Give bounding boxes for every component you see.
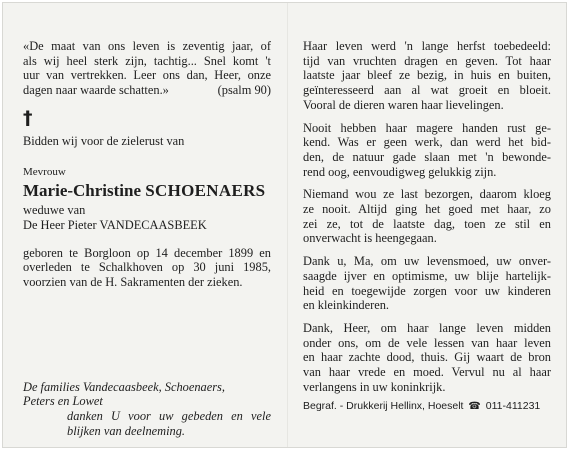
psalm-quote xyxy=(23,39,271,98)
telephone-icon: ☎ xyxy=(468,401,481,412)
fold-line xyxy=(287,3,288,447)
text-line: kend. Was er geen werk, dan werd het bid- xyxy=(303,135,551,150)
text-line: ze nooit. Altijd ging het goed met haar, zo xyxy=(303,202,551,217)
text-line: laatste jaar bleef ze bezig, in huis en buiten, xyxy=(303,68,551,83)
text-line: verlangens in uw koninkrijk. xyxy=(303,379,446,394)
first-names: Marie-Christine xyxy=(23,181,142,201)
memorial-card xyxy=(2,2,567,448)
text-line: Nooit hebben haar magere handen rust ge- xyxy=(303,120,551,135)
paragraph-thanks-ma xyxy=(303,254,551,313)
text-line: heid en toegewijde zorgen voor uw kinderen xyxy=(303,283,551,298)
text-line: saagde ijver en optimisme, uw blije hartelijk- xyxy=(303,268,551,283)
family-thanks xyxy=(23,380,271,439)
paragraph-life xyxy=(303,39,551,113)
bio-line: overleden te Schalkhoven op 30 juni 1985, xyxy=(23,260,271,275)
bio-line: geboren te Borgloon op 14 december 1899 en xyxy=(23,245,271,260)
quote-line: uur van vertrekken. Leer ons dan, Heer, onze xyxy=(23,68,271,83)
text-line: en haar zachte dood, thuis. Gij waart de bron xyxy=(303,350,551,365)
printer-phone: 011-411231 xyxy=(485,400,541,412)
deceased-name xyxy=(23,181,271,201)
text-line: geïnteresseerd aan al wat groeit en bloeit. xyxy=(303,83,551,98)
text-line: onder ons, om de vele lessen van haar leven xyxy=(303,335,551,350)
quote-line: als wij heel sterk zijn, tachtig... Snel komt 't xyxy=(23,53,271,68)
text-line: Haar leven werd 'n lange herfst toebedeeld: xyxy=(303,39,551,53)
text-line: en kleinkinderen. xyxy=(303,298,390,313)
text-line: rend oog, eenvoudigweg gelukkig zijn. xyxy=(303,164,497,179)
prayer-intro: Bidden wij voor de zielerust van xyxy=(23,133,185,148)
salutation: Mevrouw xyxy=(23,165,66,178)
husband-surname: VANDECAASBEEK xyxy=(99,217,207,232)
bio-line: voorzien van de H. Sakramenten der zieken. xyxy=(23,275,243,290)
printer-name: Begraf. - Drukkerij Hellinx, Hoeselt xyxy=(303,400,464,412)
families-line: De families Vandecaasbeek, Schoenaers, xyxy=(23,379,225,394)
widow-of: weduwe van xyxy=(23,203,86,218)
husband-name xyxy=(23,218,271,233)
psalm-reference: (psalm 90) xyxy=(217,83,271,98)
left-page xyxy=(23,39,271,439)
surname: SCHOENAERS xyxy=(145,181,266,201)
text-line: den, de natuur gade slaan met 'n bewonde- xyxy=(303,149,551,164)
biography xyxy=(23,246,271,290)
text-line: tijd van vruchten dragen en geven. Tot haar xyxy=(303,53,551,68)
quote-line: dagen naar waarde schatten.» xyxy=(23,83,169,98)
paragraph-hands xyxy=(303,121,551,180)
thanks-line: danken U voor uw gebeden en vele xyxy=(67,409,271,424)
paragraph-thanks-lord xyxy=(303,321,551,395)
text-line: Dank u, Ma, om uw levensmoed, uw onver- xyxy=(303,254,551,269)
families-line: Peters en Lowet xyxy=(23,394,103,409)
paragraph-nobody xyxy=(303,187,551,246)
text-line: van haar vrede en moed. Vervul nu al haar xyxy=(303,365,551,380)
text-line: onverwacht is heengegaan. xyxy=(303,231,437,246)
text-line: Dank, Heer, om haar lange leven midden xyxy=(303,320,551,335)
cross-icon: † xyxy=(23,106,33,129)
text-line: Niemand wou ze last bezorgen, daarom kloeg xyxy=(303,187,551,202)
thanks-line: blijken van deelneming. xyxy=(67,423,186,438)
right-page xyxy=(303,39,551,402)
text-line: Vooral de dieren waren haar lievelingen. xyxy=(303,97,504,112)
quote-line: «De maat van ons leven is zeventig jaar, of xyxy=(23,39,271,53)
text-line: zei ze, tot de laatste dag, toen ze stil en xyxy=(303,216,551,231)
quote-last-line xyxy=(23,83,271,98)
husband-prefix: De Heer Pieter xyxy=(23,217,97,232)
printer-credit xyxy=(303,399,553,414)
